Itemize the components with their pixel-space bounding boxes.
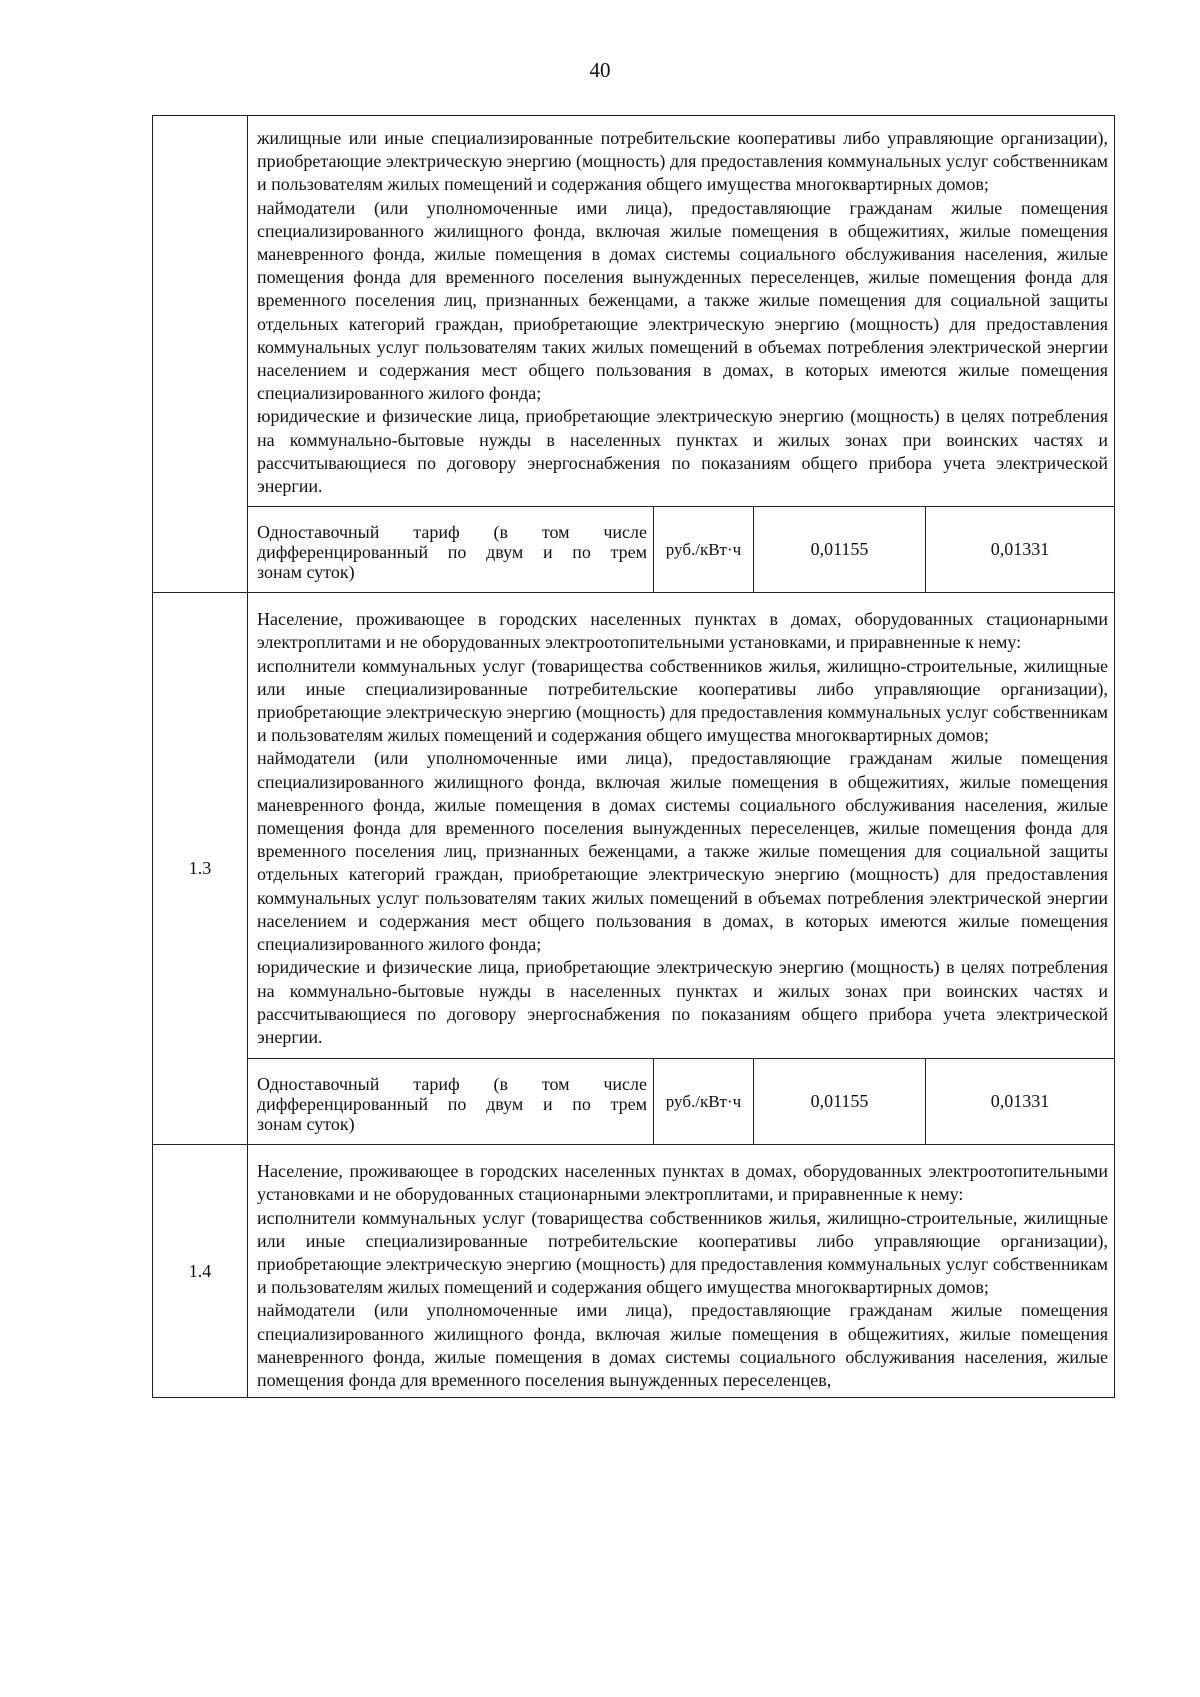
tariff-value-2: 0,01331 — [926, 507, 1115, 593]
row-number: 1.4 — [188, 1260, 212, 1281]
description-paragraph: юридические и физические лица, приобретающие электрическую энергию (мощность) в целях потребления на коммунально-бытовые нужды в населенных пунктах и жилых зонах при воинских частях и рассчитывающиеся по договору энергоснабжения по показаниям общего прибора учета электрической энергии. — [257, 406, 1109, 497]
table-row — [153, 1145, 1115, 1398]
description-paragraph: наймодатели (или уполномоченные ими лица), предоставляющие гражданам жилые помещения специализированного жилищного фонда, включая жилые помещения в общежитиях, жилые помещения маневренного фонда, жилые помещения в домах системы социального обслуживания населения, жилые помещения фонда для временного поселения вынужденных переселенцев, жилые помещения фонда для временного поселения лиц, признанных беженцами, а также жилые помещения для социальной защиты отдельных категорий граждан, приобретающие электрическую энергию (мощность) для предоставления коммунальных услуг пользователям таких жилых помещений в объемах потребления электрической энергии населением и содержания мест общего пользования в домах, в которых имеются жилые помещения специализированного жилого фонда; — [257, 748, 1109, 955]
tariff-name-end: зонам суток) — [257, 1114, 355, 1135]
row-number-cell — [153, 1145, 248, 1398]
tariff-name: Одноставочный тариф (в том числе дифференцированный по двум и по трем — [257, 522, 647, 563]
table-row — [153, 1059, 1115, 1145]
description-paragraph: исполнители коммунальных услуг (товарищества собственников жилья, жилищно-строительные, жилищные или иные специализированные потребительские кооперативы либо управляющие организации), приобретающие электрическую энергию (мощность) для предоставления коммунальных услуг собственникам и пользователям жилых помещений и содержания общего имущества многоквартирных домов; — [257, 1207, 1109, 1298]
description-paragraph: юридические и физические лица, приобретающие электрическую энергию (мощность) в целях потребления на коммунально-бытовые нужды в населенных пунктах и жилых зонах при воинских частях и рассчитывающиеся по договору энергоснабжения по показаниям общего прибора учета электрической энергии. — [257, 957, 1109, 1047]
table-row — [153, 507, 1115, 593]
page-number: 40 — [589, 58, 611, 82]
consumer-description-cell — [248, 593, 1115, 1059]
description-paragraph: Население, проживающее в городских населенных пунктах в домах, оборудованных стационарными электроплитами и не оборудованных электроотопительными установками, и приравненные к нему: — [257, 609, 1109, 653]
tariff-table — [152, 115, 1115, 1398]
tariff-name-cell — [248, 507, 654, 593]
tariff-value-1: 0,01155 — [754, 1059, 926, 1145]
description-paragraph: жилищные или иные специализированные потребительские кооперативы либо управляющие организации), приобретающие электрическую энергию (мощность) для предоставления коммунальных услуг собственникам и пользователям жилых помещений и содержания общего имущества многоквартирных домов; — [257, 128, 1109, 195]
tariff-name-end: зонам суток) — [257, 562, 355, 583]
row-number-cell — [153, 593, 248, 1145]
row-number-cell — [153, 116, 248, 593]
consumer-description-cell — [248, 1145, 1115, 1398]
consumer-description-cell — [248, 116, 1115, 507]
table-row — [153, 593, 1115, 1059]
tariff-name-cell — [248, 1059, 654, 1145]
description-paragraph: Население, проживающее в городских населенных пунктах в домах, оборудованных электроотопительными установками и не оборудованных стационарными электроплитами, и приравненные к нему: — [257, 1161, 1109, 1205]
unit-cell: руб./кВт·ч — [654, 507, 754, 593]
tariff-value-1: 0,01155 — [754, 507, 926, 593]
tariff-name: Одноставочный тариф (в том числе дифференцированный по двум и по трем — [257, 1074, 647, 1115]
description-paragraph: исполнители коммунальных услуг (товарищества собственников жилья, жилищно-строительные, жилищные или иные специализированные потребительские кооперативы либо управляющие организации), приобретающие электрическую энергию (мощность) для предоставления коммунальных услуг собственникам и пользователям жилых помещений и содержания общего имущества многоквартирных домов; — [257, 655, 1109, 746]
unit-cell: руб./кВт·ч — [654, 1059, 754, 1145]
description-paragraph: наймодатели (или уполномоченные ими лица), предоставляющие гражданам жилые помещения специализированного жилищного фонда, включая жилые помещения в общежитиях, жилые помещения маневренного фонда, жилые помещения в домах системы социального обслуживания населения, жилые помещения фонда для временного поселения вынужденных переселенцев, — [257, 1300, 1109, 1390]
tariff-value-2: 0,01331 — [926, 1059, 1115, 1145]
row-number: 1.3 — [188, 858, 212, 879]
description-paragraph: наймодатели (или уполномоченные ими лица), предоставляющие гражданам жилые помещения специализированного жилищного фонда, включая жилые помещения в общежитиях, жилые помещения маневренного фонда, жилые помещения в домах системы социального обслуживания населения, жилые помещения фонда для временного поселения вынужденных переселенцев, жилые помещения фонда для временного поселения лиц, признанных беженцами, а также жилые помещения для социальной защиты отдельных категорий граждан, приобретающие электрическую энергию (мощность) для предоставления коммунальных услуг пользователям таких жилых помещений в объемах потребления электрической энергии населением и содержания мест общего пользования в домах, в которых имеются жилые помещения специализированного жилого фонда; — [257, 197, 1109, 404]
table-row — [153, 116, 1115, 507]
